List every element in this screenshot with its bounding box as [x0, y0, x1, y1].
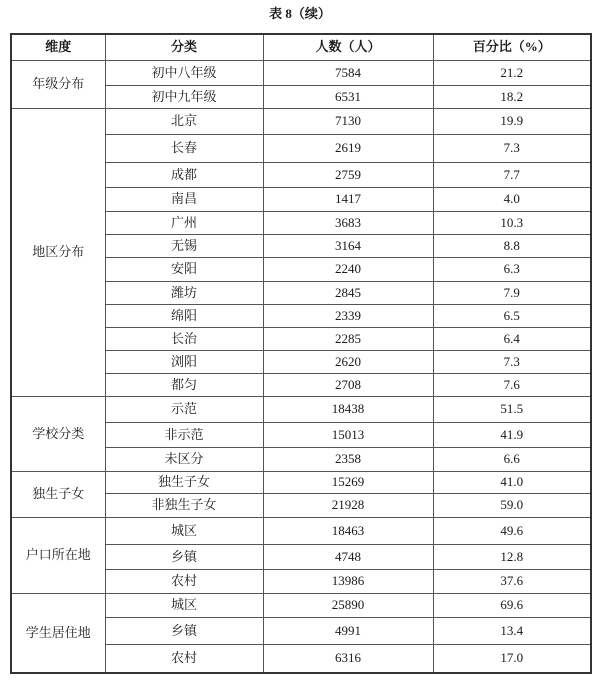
count-cell: 2620	[263, 350, 433, 373]
percent-cell: 7.9	[433, 281, 591, 304]
category-cell: 潍坊	[105, 281, 263, 304]
category-cell: 农村	[105, 644, 263, 673]
count-cell: 13986	[263, 569, 433, 593]
category-cell: 独生子女	[105, 471, 263, 493]
percent-cell: 4.0	[433, 187, 591, 211]
percent-cell: 21.2	[433, 60, 591, 85]
header-count: 人数（人）	[263, 34, 433, 60]
percent-cell: 49.6	[433, 517, 591, 544]
count-cell: 2759	[263, 162, 433, 187]
dimension-cell: 独生子女	[11, 471, 105, 517]
count-cell: 18463	[263, 517, 433, 544]
count-cell: 1417	[263, 187, 433, 211]
category-cell: 南昌	[105, 187, 263, 211]
category-cell: 初中九年级	[105, 85, 263, 108]
percent-cell: 6.5	[433, 304, 591, 327]
percent-cell: 7.3	[433, 350, 591, 373]
dimension-cell: 学校分类	[11, 396, 105, 471]
table-row	[11, 471, 591, 493]
count-cell: 2619	[263, 134, 433, 162]
category-cell: 非示范	[105, 422, 263, 447]
count-cell: 21928	[263, 493, 433, 517]
table-row	[11, 396, 591, 422]
percent-cell: 6.3	[433, 257, 591, 281]
category-cell: 北京	[105, 108, 263, 134]
table-row	[11, 60, 591, 85]
percent-cell: 7.3	[433, 134, 591, 162]
percent-cell: 10.3	[433, 211, 591, 234]
percent-cell: 6.4	[433, 327, 591, 350]
header-category: 分类	[105, 34, 263, 60]
percent-cell: 41.0	[433, 471, 591, 493]
count-cell: 2285	[263, 327, 433, 350]
count-cell: 2845	[263, 281, 433, 304]
dimension-cell: 学生居住地	[11, 593, 105, 673]
count-cell: 2240	[263, 257, 433, 281]
percent-cell: 69.6	[433, 593, 591, 617]
percent-cell: 18.2	[433, 85, 591, 108]
data-table	[10, 33, 592, 674]
header-percent: 百分比（%）	[433, 34, 591, 60]
count-cell: 7584	[263, 60, 433, 85]
category-cell: 安阳	[105, 257, 263, 281]
table-row	[11, 108, 591, 134]
count-cell: 15269	[263, 471, 433, 493]
table-row	[11, 593, 591, 617]
count-cell: 7130	[263, 108, 433, 134]
category-cell: 长春	[105, 134, 263, 162]
dimension-cell: 年级分布	[11, 60, 105, 108]
category-cell: 成都	[105, 162, 263, 187]
count-cell: 4991	[263, 617, 433, 644]
percent-cell: 17.0	[433, 644, 591, 673]
percent-cell: 59.0	[433, 493, 591, 517]
category-cell: 长治	[105, 327, 263, 350]
percent-cell: 51.5	[433, 396, 591, 422]
table-row	[11, 517, 591, 544]
count-cell: 6316	[263, 644, 433, 673]
count-cell: 25890	[263, 593, 433, 617]
percent-cell: 37.6	[433, 569, 591, 593]
category-cell: 广州	[105, 211, 263, 234]
category-cell: 初中八年级	[105, 60, 263, 85]
dimension-cell: 地区分布	[11, 108, 105, 396]
count-cell: 2708	[263, 373, 433, 396]
count-cell: 3164	[263, 234, 433, 257]
percent-cell: 19.9	[433, 108, 591, 134]
dimension-cell: 户口所在地	[11, 517, 105, 593]
count-cell: 6531	[263, 85, 433, 108]
category-cell: 城区	[105, 517, 263, 544]
category-cell: 非独生子女	[105, 493, 263, 517]
header-row	[11, 34, 591, 60]
percent-cell: 12.8	[433, 544, 591, 569]
count-cell: 2339	[263, 304, 433, 327]
category-cell: 农村	[105, 569, 263, 593]
percent-cell: 8.8	[433, 234, 591, 257]
count-cell: 4748	[263, 544, 433, 569]
percent-cell: 41.9	[433, 422, 591, 447]
category-cell: 绵阳	[105, 304, 263, 327]
category-cell: 乡镇	[105, 617, 263, 644]
category-cell: 城区	[105, 593, 263, 617]
category-cell: 浏阳	[105, 350, 263, 373]
count-cell: 15013	[263, 422, 433, 447]
header-dimension: 维度	[11, 34, 105, 60]
count-cell: 2358	[263, 447, 433, 471]
count-cell: 3683	[263, 211, 433, 234]
category-cell: 示范	[105, 396, 263, 422]
percent-cell: 13.4	[433, 617, 591, 644]
table-title: 表 8（续）	[269, 6, 331, 21]
percent-cell: 6.6	[433, 447, 591, 471]
category-cell: 乡镇	[105, 544, 263, 569]
category-cell: 未区分	[105, 447, 263, 471]
category-cell: 无锡	[105, 234, 263, 257]
category-cell: 都匀	[105, 373, 263, 396]
count-cell: 18438	[263, 396, 433, 422]
percent-cell: 7.7	[433, 162, 591, 187]
percent-cell: 7.6	[433, 373, 591, 396]
